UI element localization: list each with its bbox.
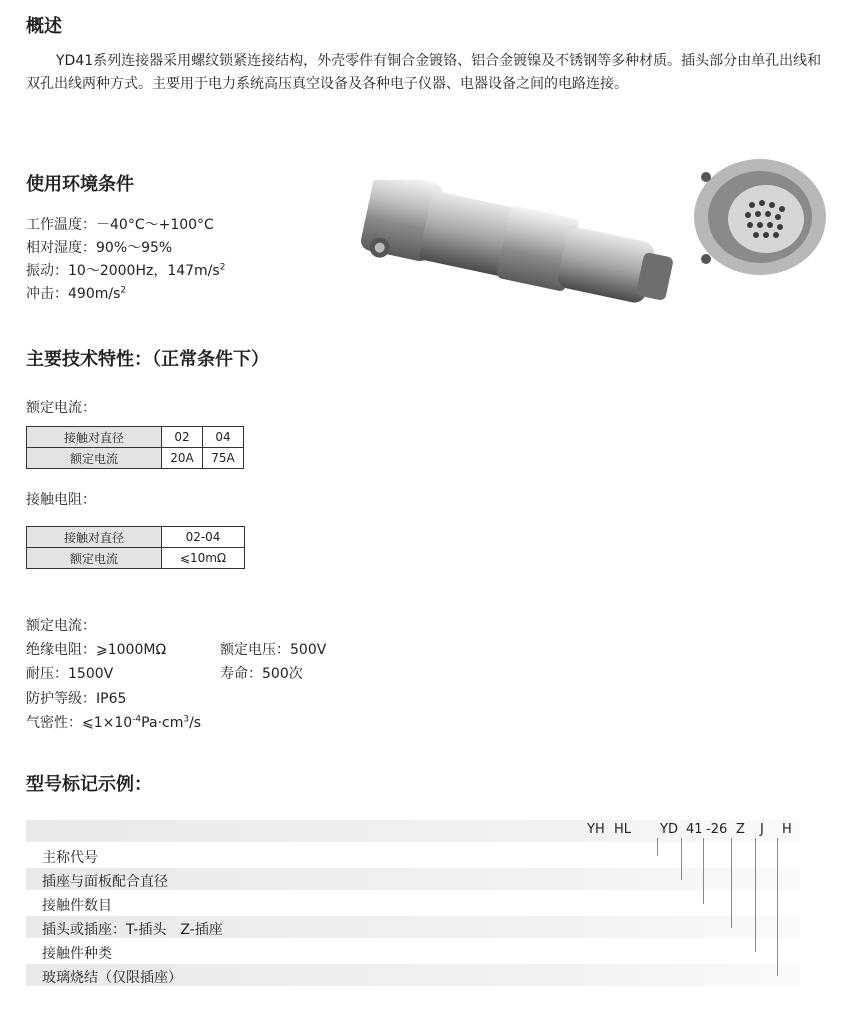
overview-text	[26, 50, 826, 96]
table-row	[27, 527, 245, 548]
life: 寿命：500次	[220, 666, 303, 682]
overview-body: YD41系列连接器采用螺纹锁紧连接结构，外壳零件有铜合金镀铬、铝合金镀镍及不锈钢等多种材质。插头部分由单孔出线和双孔出线两种方式。主要用于电力系统高压真空设备及各种电子仪器、电器设备之间的电路连接。	[26, 53, 822, 92]
airtightness	[26, 712, 201, 732]
connector-socket-photo	[690, 155, 830, 280]
contact-resistance-label: 接触电阻：	[26, 492, 96, 508]
model-code: -26	[706, 822, 728, 837]
model-title: 型号标记示例：	[26, 774, 152, 795]
bracket-line	[681, 838, 682, 880]
airtight-prefix: 气密性：⩽1×10	[26, 715, 133, 731]
model-band	[26, 940, 800, 962]
table-cell: 额定电流	[27, 448, 162, 469]
env-shock-text: 冲击：490m/s	[26, 286, 121, 302]
characteristics-title: 主要技术特性：（正常条件下）	[26, 349, 269, 370]
table-row	[27, 548, 245, 569]
model-band	[26, 892, 800, 914]
bracket-line	[755, 838, 756, 952]
model-code: YH	[587, 822, 605, 837]
rated-current-label-2: 额定电流：	[26, 618, 96, 634]
rated-current-label: 额定电流：	[26, 400, 96, 416]
airtight-mid: Pa·cm	[141, 715, 184, 731]
rated-current-table	[26, 426, 244, 469]
model-code: Z	[736, 822, 745, 837]
rated-voltage: 额定电压：500V	[220, 642, 327, 658]
model-code: HL	[614, 822, 632, 837]
connector-plug-photo	[340, 180, 690, 340]
table-cell: 额定电流	[27, 548, 162, 569]
table-cell: 04	[203, 427, 244, 448]
insulation-resistance: 绝缘电阻：⩾1000MΩ	[26, 642, 167, 658]
bracket-line	[703, 838, 704, 904]
environment-title: 使用环境条件	[26, 174, 134, 195]
env-vibration	[26, 260, 225, 280]
model-code: YD	[660, 822, 678, 837]
airtight-exp2: 3	[183, 714, 190, 725]
table-cell: 02	[162, 427, 203, 448]
env-humidity: 相对湿度：90%～95%	[26, 240, 173, 256]
model-code: J	[760, 822, 764, 837]
env-shock	[26, 283, 126, 303]
env-temperature: 工作温度：－40°C～+100°C	[26, 217, 214, 233]
model-label: 主称代号	[42, 850, 98, 866]
table-cell: 02-04	[162, 527, 245, 548]
overview-title: 概述	[26, 16, 62, 37]
bracket-line	[777, 838, 778, 976]
env-shock-sup: 2	[120, 285, 127, 296]
table-cell: 接触对直径	[27, 527, 162, 548]
withstand-voltage: 耐压：1500V	[26, 666, 114, 682]
model-code: 41	[686, 822, 703, 837]
model-code-band	[26, 820, 800, 842]
model-label: 玻璃烧结（仅限插座）	[42, 970, 182, 986]
env-vibration-sup: 2	[219, 262, 226, 273]
table-row	[27, 448, 244, 469]
model-label: 插座与面板配合直径	[42, 874, 168, 890]
contact-resistance-table	[26, 526, 245, 569]
table-cell: 20A	[162, 448, 203, 469]
model-label: 插头或插座：T-插头 Z-插座	[42, 922, 223, 938]
table-cell: 75A	[203, 448, 244, 469]
model-code: H	[782, 822, 792, 837]
model-band	[26, 844, 800, 866]
table-cell: ⩽10mΩ	[162, 548, 245, 569]
bracket-line	[657, 838, 658, 856]
model-label: 接触件种类	[42, 946, 112, 962]
bracket-line	[731, 838, 732, 928]
env-vibration-text: 振动：10～2000Hz，147m/s	[26, 263, 220, 279]
airtight-suffix: /s	[189, 715, 202, 731]
protection-grade: 防护等级：IP65	[26, 691, 127, 707]
airtight-exp: -4	[132, 714, 142, 725]
table-row	[27, 427, 244, 448]
model-label: 接触件数目	[42, 898, 112, 914]
table-cell: 接触对直径	[27, 427, 162, 448]
